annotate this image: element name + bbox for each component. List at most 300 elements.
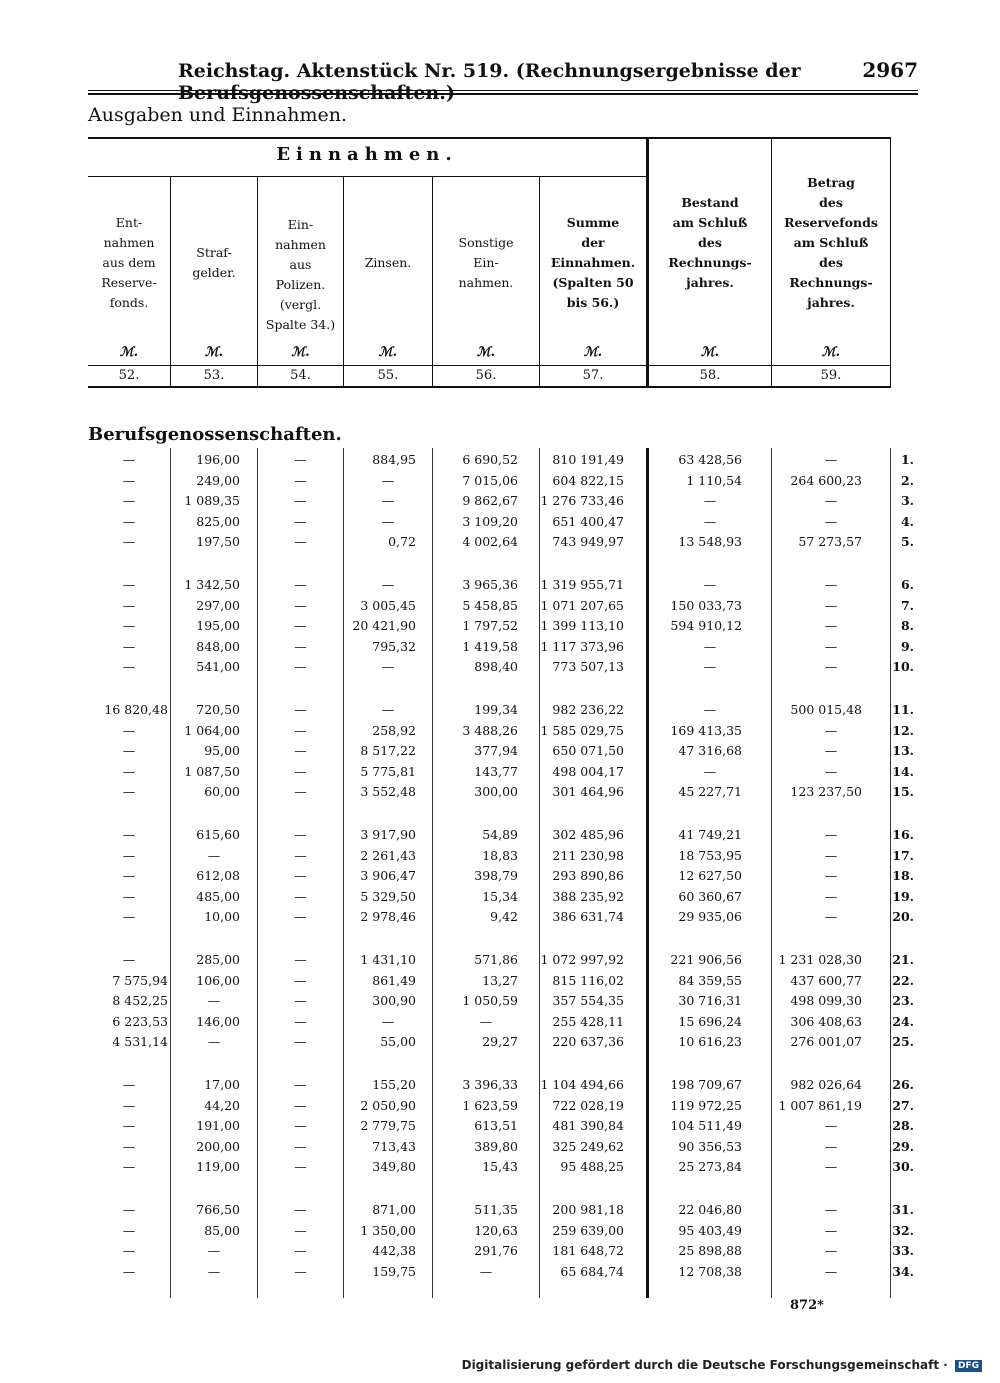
row-number: 13. <box>892 743 914 759</box>
table-cell: — <box>122 1118 136 1134</box>
table-cell: 119 972,25 <box>670 1097 742 1113</box>
table-cell: — <box>294 909 307 925</box>
table-row <box>88 1262 918 1282</box>
table-row <box>88 1012 918 1032</box>
row-number: 4. <box>900 513 914 529</box>
column-unit: ℳ. <box>700 345 720 360</box>
table-cell: — <box>824 659 838 675</box>
table-cell: — <box>703 702 717 717</box>
table-row <box>88 532 918 552</box>
table-cell: — <box>381 577 395 592</box>
column-unit: ℳ. <box>291 345 310 360</box>
row-number: 18. <box>892 868 914 884</box>
table-row <box>88 950 918 970</box>
table-cell: 7 015,06 <box>462 472 518 488</box>
table-cell: — <box>294 1097 307 1113</box>
table-cell: 1 087,50 <box>184 763 240 779</box>
table-cell: 25 898,88 <box>678 1243 742 1259</box>
table-cell: 306 408,63 <box>790 1013 862 1029</box>
table-cell: 57 273,57 <box>798 534 862 550</box>
row-number: 9. <box>900 638 914 654</box>
table-cell: 1 419,58 <box>462 638 518 654</box>
row-number: 34. <box>892 1263 914 1279</box>
table-cell: — <box>703 659 717 675</box>
table-cell: — <box>207 847 221 863</box>
table-cell: 25 273,84 <box>678 1159 742 1175</box>
table-cell: 3 005,45 <box>360 597 416 613</box>
table-cell: — <box>294 452 307 467</box>
running-head-title: Reichstag. Aktenstück Nr. 519. (Rechnungsergebnisse der Berufsgenossenschaften.) <box>178 60 801 104</box>
row-number: 29. <box>892 1138 914 1154</box>
table-cell: 9 862,67 <box>462 493 518 509</box>
table-cell: 1 231 028,30 <box>778 952 862 967</box>
table-cell: 8 517,22 <box>360 743 416 759</box>
table-cell: — <box>703 493 717 509</box>
table-cell: — <box>122 743 136 759</box>
column-header-label: Ein- nahmen aus Polizen. (vergl. Spalte 34.) <box>265 217 336 332</box>
table-cell: — <box>294 784 307 800</box>
table-row <box>88 637 918 657</box>
table-cell: 511,35 <box>474 1202 518 1217</box>
table-cell: 211 230,98 <box>552 847 624 863</box>
table-cell: 1 342,50 <box>184 577 240 592</box>
table-cell: 1 319 955,71 <box>540 577 624 592</box>
table-cell: 3 965,36 <box>462 577 518 592</box>
table-row <box>88 575 918 595</box>
group-title: Berufsgenossenschaften. <box>88 424 342 445</box>
table-cell: — <box>122 1097 136 1113</box>
table-cell: 8 452,25 <box>112 993 168 1009</box>
column-header-label: Sonstige Ein- nahmen. <box>458 235 514 290</box>
table-cell: 613,51 <box>474 1118 518 1134</box>
table-cell: — <box>294 722 307 738</box>
table-cell: — <box>122 888 136 904</box>
table-row <box>88 971 918 991</box>
table-cell: — <box>824 827 838 842</box>
table-cell: — <box>294 702 307 717</box>
table-cell: 6 223,53 <box>112 1013 168 1029</box>
table-cell: — <box>824 577 838 592</box>
table-cell: 95 488,25 <box>560 1159 624 1175</box>
table-cell: — <box>122 1138 136 1154</box>
table-cell: 884,95 <box>372 452 416 467</box>
table-cell: 95,00 <box>204 743 240 759</box>
table-cell: — <box>824 1222 838 1238</box>
table-cell: 159,75 <box>372 1263 416 1279</box>
table-cell: 10 616,23 <box>678 1034 742 1050</box>
table-row <box>88 762 918 782</box>
column-number: 52. <box>118 368 140 383</box>
row-number: 32. <box>892 1222 914 1238</box>
column-header-label: Bestand am Schluß des Rechnungs- jahres. <box>668 195 752 290</box>
table-cell: — <box>824 513 838 529</box>
table-cell: 1 797,52 <box>462 618 518 634</box>
table-row <box>88 657 918 677</box>
table-cell: — <box>294 1159 307 1175</box>
table-cell: 60,00 <box>204 784 240 800</box>
table-cell: — <box>824 868 838 884</box>
table-cell: 17,00 <box>204 1077 240 1092</box>
table-cell: — <box>122 868 136 884</box>
table-cell: 13,27 <box>482 972 518 988</box>
table-cell: 18 753,95 <box>678 847 742 863</box>
row-number: 24. <box>892 1013 914 1029</box>
table-cell: — <box>294 577 307 592</box>
table-cell: 437 600,77 <box>790 972 862 988</box>
table-cell: 1 399 113,10 <box>540 618 624 634</box>
table-cell: 119,00 <box>196 1159 240 1175</box>
page-number: 2967 <box>862 58 918 82</box>
table-cell: 123 237,50 <box>790 784 862 800</box>
table-cell: — <box>294 1138 307 1154</box>
table-cell: — <box>122 513 136 529</box>
table-row <box>88 1137 918 1157</box>
table-cell: 1 072 997,92 <box>540 952 624 967</box>
table-cell: 650 071,50 <box>552 743 624 759</box>
table-cell: 815 116,02 <box>552 972 624 988</box>
table-cell: — <box>122 1243 136 1259</box>
table-cell: 63 428,56 <box>678 452 742 467</box>
row-number: 27. <box>892 1097 914 1113</box>
table-cell: 0,72 <box>388 534 416 550</box>
table-cell: 5 458,85 <box>462 597 518 613</box>
table-cell: — <box>294 827 307 842</box>
column-header-label: Betrag des Reservefonds am Schluß des Rechnungs- jahres. <box>784 175 878 310</box>
table-row <box>88 1221 918 1241</box>
table-cell: 221 906,56 <box>670 952 742 967</box>
table-cell: 155,20 <box>372 1077 416 1092</box>
table-row <box>88 471 918 491</box>
table-cell: 773 507,13 <box>552 659 624 675</box>
table-row <box>88 1200 918 1220</box>
table-cell: — <box>294 743 307 759</box>
table-row <box>88 1157 918 1177</box>
table-cell: 169 413,35 <box>670 722 742 738</box>
table-cell: — <box>122 493 136 509</box>
table-cell: — <box>122 827 136 842</box>
table-cell: — <box>207 1263 221 1279</box>
table-cell: — <box>824 1138 838 1154</box>
table-row <box>88 846 918 866</box>
table-cell: — <box>294 597 307 613</box>
column-unit: ℳ. <box>204 345 224 360</box>
table-cell: 2 050,90 <box>360 1097 416 1113</box>
table-cell: — <box>122 722 136 738</box>
table-cell: — <box>294 952 307 967</box>
group-underline <box>88 176 648 177</box>
table-cell: — <box>824 618 838 634</box>
table-row <box>88 782 918 802</box>
row-number: 3. <box>900 493 914 509</box>
table-cell: — <box>824 888 838 904</box>
column-number: 58. <box>699 368 721 383</box>
table-cell: 181 648,72 <box>552 1243 624 1259</box>
table-cell: — <box>294 1243 307 1259</box>
table-row <box>88 491 918 511</box>
table-cell: — <box>207 993 221 1009</box>
table-row <box>88 825 918 845</box>
table-cell: 1 585 029,75 <box>540 722 624 738</box>
table-cell: — <box>294 1118 307 1134</box>
table-cell: 3 109,20 <box>462 513 518 529</box>
table-cell: 4 002,64 <box>462 534 518 550</box>
table-cell: 743 949,97 <box>552 534 624 550</box>
table-cell: — <box>381 702 395 717</box>
table-cell: — <box>294 493 307 509</box>
row-number: 10. <box>892 659 914 675</box>
table-cell: 3 552,48 <box>360 784 416 800</box>
table-cell: 41 749,21 <box>678 827 742 842</box>
table-cell: — <box>294 868 307 884</box>
table-cell: 85,00 <box>204 1222 240 1238</box>
table-cell: 259 639,00 <box>552 1222 624 1238</box>
data-table <box>88 448 918 1298</box>
table-cell: 1 276 733,46 <box>540 493 624 509</box>
table-cell: 84 359,55 <box>678 972 742 988</box>
row-number: 20. <box>892 909 914 925</box>
row-number: 17. <box>892 847 914 863</box>
table-cell: 349,80 <box>372 1159 416 1175</box>
table-cell: 1 104 494,66 <box>540 1077 624 1092</box>
table-cell: 44,20 <box>204 1097 240 1113</box>
table-cell: — <box>294 1202 307 1217</box>
section-title: Ausgaben und Einnahmen. <box>88 104 348 126</box>
table-cell: 258,92 <box>372 722 416 738</box>
table-cell: 301 464,96 <box>552 784 624 800</box>
table-cell: — <box>294 638 307 654</box>
table-cell: 200 981,18 <box>552 1202 624 1217</box>
table-header <box>88 137 908 387</box>
table-cell: 1 071 207,65 <box>540 597 624 613</box>
row-number: 2. <box>900 472 914 488</box>
table-cell: 13 548,93 <box>678 534 742 550</box>
row-number: 26. <box>892 1077 914 1092</box>
table-row <box>88 1075 918 1095</box>
table-cell: 325 249,62 <box>552 1138 624 1154</box>
table-cell: — <box>294 888 307 904</box>
table-cell: — <box>824 452 838 467</box>
table-cell: 291,76 <box>474 1243 518 1259</box>
table-cell: 255 428,11 <box>552 1013 624 1029</box>
table-cell: — <box>122 534 136 550</box>
table-cell: — <box>122 952 136 967</box>
table-cell: — <box>122 1077 136 1092</box>
table-cell: 982 026,64 <box>790 1077 862 1092</box>
dfg-logo: DFG <box>955 1360 982 1372</box>
column-number: 57. <box>582 368 604 383</box>
table-cell: 1 431,10 <box>360 952 416 967</box>
table-row <box>88 1116 918 1136</box>
table-cell: — <box>294 1034 307 1050</box>
table-cell: — <box>381 493 395 509</box>
table-cell: — <box>824 1263 838 1279</box>
table-cell: 2 779,75 <box>360 1118 416 1134</box>
row-number: 7. <box>900 597 914 613</box>
table-cell: — <box>824 743 838 759</box>
table-cell: 18,83 <box>482 847 518 863</box>
table-cell: 4 531,14 <box>112 1034 168 1050</box>
row-number: 19. <box>892 888 914 904</box>
table-cell: 722 028,19 <box>552 1097 624 1113</box>
col-divider <box>890 137 891 387</box>
table-cell: 1 623,59 <box>462 1097 518 1113</box>
table-cell: 1 350,00 <box>360 1222 416 1238</box>
column-number: 56. <box>475 368 497 383</box>
table-cell: 264 600,23 <box>790 472 862 488</box>
table-cell: 861,49 <box>372 972 416 988</box>
table-cell: 196,00 <box>196 452 240 467</box>
table-cell: 1 064,00 <box>184 722 240 738</box>
table-cell: 1 117 373,96 <box>540 638 624 654</box>
table-cell: — <box>824 1202 838 1217</box>
table-cell: 16 820,48 <box>104 702 168 717</box>
table-cell: 90 356,53 <box>678 1138 742 1154</box>
row-number: 23. <box>892 993 914 1009</box>
table-cell: 65 684,74 <box>560 1263 624 1279</box>
table-cell: 20 421,90 <box>352 618 416 634</box>
table-cell: 29 935,06 <box>678 909 742 925</box>
table-cell: 15 696,24 <box>678 1013 742 1029</box>
row-number: 30. <box>892 1159 914 1175</box>
table-cell: 651 400,47 <box>552 513 624 529</box>
table-cell: 498 099,30 <box>790 993 862 1009</box>
table-cell: 146,00 <box>196 1013 240 1029</box>
table-cell: — <box>479 1013 493 1029</box>
row-number: 11. <box>892 702 914 717</box>
table-cell: 5 775,81 <box>360 763 416 779</box>
table-cell: — <box>381 1013 395 1029</box>
table-cell: 300,90 <box>372 993 416 1009</box>
table-cell: — <box>294 993 307 1009</box>
table-cell: 398,79 <box>474 868 518 884</box>
table-row <box>88 1096 918 1116</box>
table-cell: 15,34 <box>482 888 518 904</box>
table-cell: 5 329,50 <box>360 888 416 904</box>
table-cell: 1 007 861,19 <box>778 1097 862 1113</box>
row-number: 31. <box>892 1202 914 1217</box>
table-cell: — <box>824 1118 838 1134</box>
table-cell: 2 261,43 <box>360 847 416 863</box>
table-cell: 104 511,49 <box>670 1118 742 1134</box>
row-number: 33. <box>892 1243 914 1259</box>
column-unit: ℳ. <box>821 345 841 360</box>
table-cell: 500 015,48 <box>790 702 862 717</box>
table-cell: — <box>294 847 307 863</box>
table-cell: 302 485,96 <box>552 827 624 842</box>
table-cell: 898,40 <box>474 659 518 675</box>
row-number: 16. <box>892 827 914 842</box>
table-cell: 276 001,07 <box>790 1034 862 1050</box>
column-header-label: Summe der Einnahmen. (Spalten 50 bis 56.) <box>550 215 636 310</box>
table-cell: 150 033,73 <box>670 597 742 613</box>
table-row <box>88 991 918 1011</box>
table-cell: — <box>122 659 136 675</box>
row-number: 15. <box>892 784 914 800</box>
table-cell: 594 910,12 <box>670 618 742 634</box>
table-cell: — <box>122 1159 136 1175</box>
table-cell: — <box>122 638 136 654</box>
table-cell: 3 396,33 <box>462 1077 518 1092</box>
table-cell: — <box>294 534 307 550</box>
signature-mark: 872* <box>790 1298 824 1313</box>
table-cell: — <box>294 1263 307 1279</box>
table-cell: 60 360,67 <box>678 888 742 904</box>
table-cell: — <box>824 722 838 738</box>
table-cell: 120,63 <box>474 1222 518 1238</box>
table-cell: 197,50 <box>196 534 240 550</box>
table-cell: 12 627,50 <box>678 868 742 884</box>
row-number: 25. <box>892 1034 914 1050</box>
row-number: 6. <box>900 577 914 592</box>
table-cell: — <box>824 847 838 863</box>
table-cell: — <box>703 577 717 592</box>
table-cell: 982 236,22 <box>552 702 624 717</box>
table-cell: 612,08 <box>196 868 240 884</box>
table-cell: — <box>122 909 136 925</box>
table-cell: 1 050,59 <box>462 993 518 1009</box>
table-cell: 15,43 <box>482 1159 518 1175</box>
table-cell: 498 004,17 <box>552 763 624 779</box>
table-cell: 713,43 <box>372 1138 416 1154</box>
table-cell: 200,00 <box>196 1138 240 1154</box>
table-cell: 95 403,49 <box>678 1222 742 1238</box>
table-cell: 300,00 <box>474 784 518 800</box>
table-cell: 45 227,71 <box>678 784 742 800</box>
row-number: 21. <box>892 952 914 967</box>
table-cell: — <box>122 577 136 592</box>
table-row <box>88 450 918 470</box>
table-cell: — <box>122 1222 136 1238</box>
table-cell: — <box>122 763 136 779</box>
table-cell: 766,50 <box>196 1202 240 1217</box>
table-row <box>88 1241 918 1261</box>
table-cell: — <box>824 597 838 613</box>
table-row <box>88 596 918 616</box>
table-cell: — <box>824 493 838 509</box>
funding-text: Digitalisierung gefördert durch die Deutsche Forschungsgemeinschaft · <box>461 1358 948 1372</box>
table-cell: 389,80 <box>474 1138 518 1154</box>
table-cell: 220 637,36 <box>552 1034 624 1050</box>
table-cell: — <box>122 597 136 613</box>
table-cell: — <box>824 763 838 779</box>
table-cell: 604 822,15 <box>552 472 624 488</box>
column-number: 53. <box>203 368 225 383</box>
table-cell: 249,00 <box>196 472 240 488</box>
table-cell: — <box>381 659 395 675</box>
table-cell: — <box>294 618 307 634</box>
table-cell: — <box>122 452 136 467</box>
table-cell: 848,00 <box>196 638 240 654</box>
table-cell: — <box>703 763 717 779</box>
table-cell: — <box>122 784 136 800</box>
table-cell: 285,00 <box>196 952 240 967</box>
table-cell: 388 235,92 <box>552 888 624 904</box>
table-cell: — <box>294 763 307 779</box>
column-unit: ℳ. <box>583 345 603 360</box>
row-number: 12. <box>892 722 914 738</box>
table-cell: — <box>122 1263 136 1279</box>
table-cell: 198 709,67 <box>670 1077 742 1092</box>
table-cell: — <box>294 472 307 488</box>
row-number: 8. <box>900 618 914 634</box>
row-number: 5. <box>900 534 914 550</box>
table-cell: 1 089,35 <box>184 493 240 509</box>
table-row <box>88 1032 918 1052</box>
column-unit: ℳ. <box>378 345 398 360</box>
table-cell: 10,00 <box>204 909 240 925</box>
table-cell: 55,00 <box>380 1034 416 1050</box>
row-number: 14. <box>892 763 914 779</box>
